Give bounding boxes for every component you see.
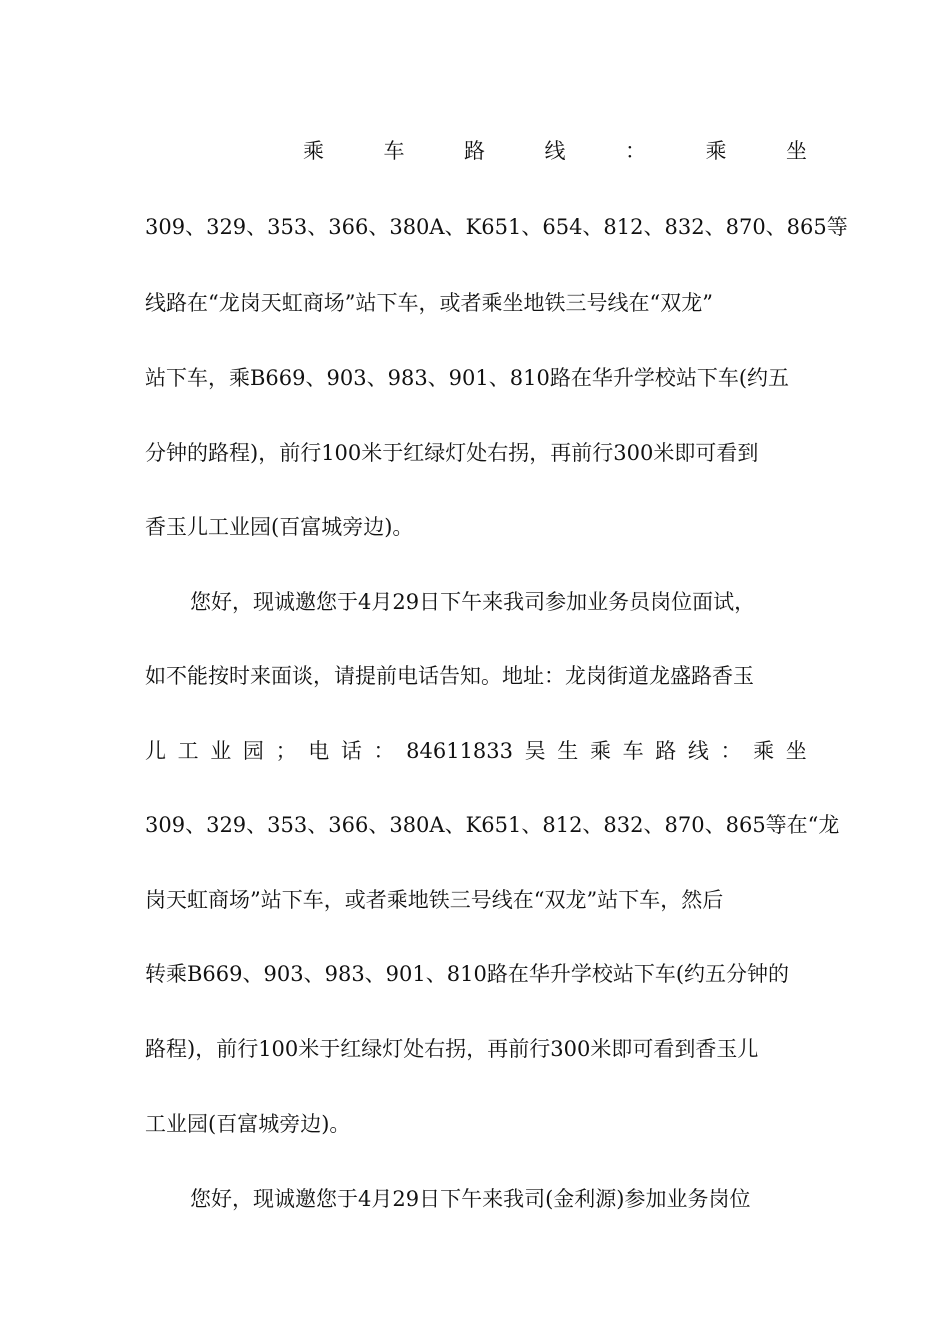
text-segment: ： — [373, 739, 395, 763]
text-segment: 车 — [622, 739, 644, 763]
text-line-2 — [145, 207, 848, 247]
text-segment: 乘 — [705, 139, 727, 163]
text-segment: 309、329、353、366、380A、K651、812、832、870、865等在“龙 — [145, 813, 840, 837]
text-segment: 您好，现诚邀您于4月29日下午来我司参加业务员岗位面试， — [190, 590, 756, 614]
text-segment: 乘 — [753, 739, 775, 763]
text-segment: 线 — [544, 139, 566, 163]
text-segment: 工业园(百富城旁边)。 — [145, 1112, 351, 1136]
text-segment: 话 — [340, 739, 362, 763]
text-segment: 园 — [242, 739, 264, 763]
text-segment: 如不能按时来面谈，请提前电话告知。地址：龙岗街道龙盛路香玉 — [145, 664, 754, 688]
text-segment: 线 — [687, 739, 709, 763]
text-line-12 — [145, 954, 807, 994]
text-line-8 — [145, 656, 807, 696]
text-segment: 业 — [210, 739, 232, 763]
text-segment: 电 — [308, 739, 330, 763]
text-segment: 路 — [464, 139, 485, 163]
text-segment: 工 — [177, 739, 199, 763]
text-segment: 乘 — [303, 139, 324, 163]
text-segment: 岗天虹商场”站下车，或者乘地铁三号线在“双龙”站下车，然后 — [145, 888, 724, 912]
text-line-3 — [145, 283, 807, 323]
text-segment: 转乘B669、903、983、901、810路在华升学校站下车(约五分钟的 — [145, 962, 790, 986]
text-segment: 线路在“龙岗天虹商场”站下车，或者乘坐地铁三号线在“双龙” — [145, 291, 713, 315]
text-segment: 路程)，前行100米于红绿灯处右拐，再前行300米即可看到香玉儿 — [145, 1037, 759, 1061]
text-segment: 乘 — [589, 739, 611, 763]
text-line-10 — [145, 805, 840, 845]
text-line-7 — [190, 582, 807, 622]
text-line-1 — [303, 131, 807, 171]
text-segment: 坐 — [785, 739, 807, 763]
text-segment: 路 — [655, 739, 677, 763]
text-segment: 香玉儿工业园(百富城旁边)。 — [145, 515, 414, 539]
text-segment: 309、329、353、366、380A、K651、654、812、832、870、865等 — [145, 215, 848, 239]
text-line-9 — [145, 731, 807, 771]
text-line-11 — [145, 880, 807, 920]
text-line-4 — [145, 358, 807, 398]
text-segment: ： — [625, 139, 646, 163]
text-segment: 站下车，乘B669、903、983、901、810路在华升学校站下车(约五 — [145, 366, 790, 390]
text-line-6 — [145, 507, 807, 547]
text-segment: ； — [275, 739, 297, 763]
text-line-14 — [145, 1104, 807, 1144]
text-line-15 — [190, 1179, 807, 1219]
text-segment: 儿 — [145, 739, 166, 763]
text-segment: 车 — [383, 139, 405, 163]
text-segment: 生 — [557, 739, 579, 763]
text-line-5 — [145, 433, 807, 473]
text-line-13 — [145, 1029, 807, 1069]
text-segment: 吴 — [524, 739, 546, 763]
text-segment: 您好，现诚邀您于4月29日下午来我司(金利源)参加业务岗位 — [190, 1187, 751, 1211]
text-segment: 84611833 — [406, 739, 514, 763]
text-segment: 坐 — [786, 139, 807, 163]
text-segment: 分钟的路程)，前行100米于红绿灯处右拐，再前行300米即可看到 — [145, 441, 759, 465]
text-segment: ： — [720, 739, 742, 763]
